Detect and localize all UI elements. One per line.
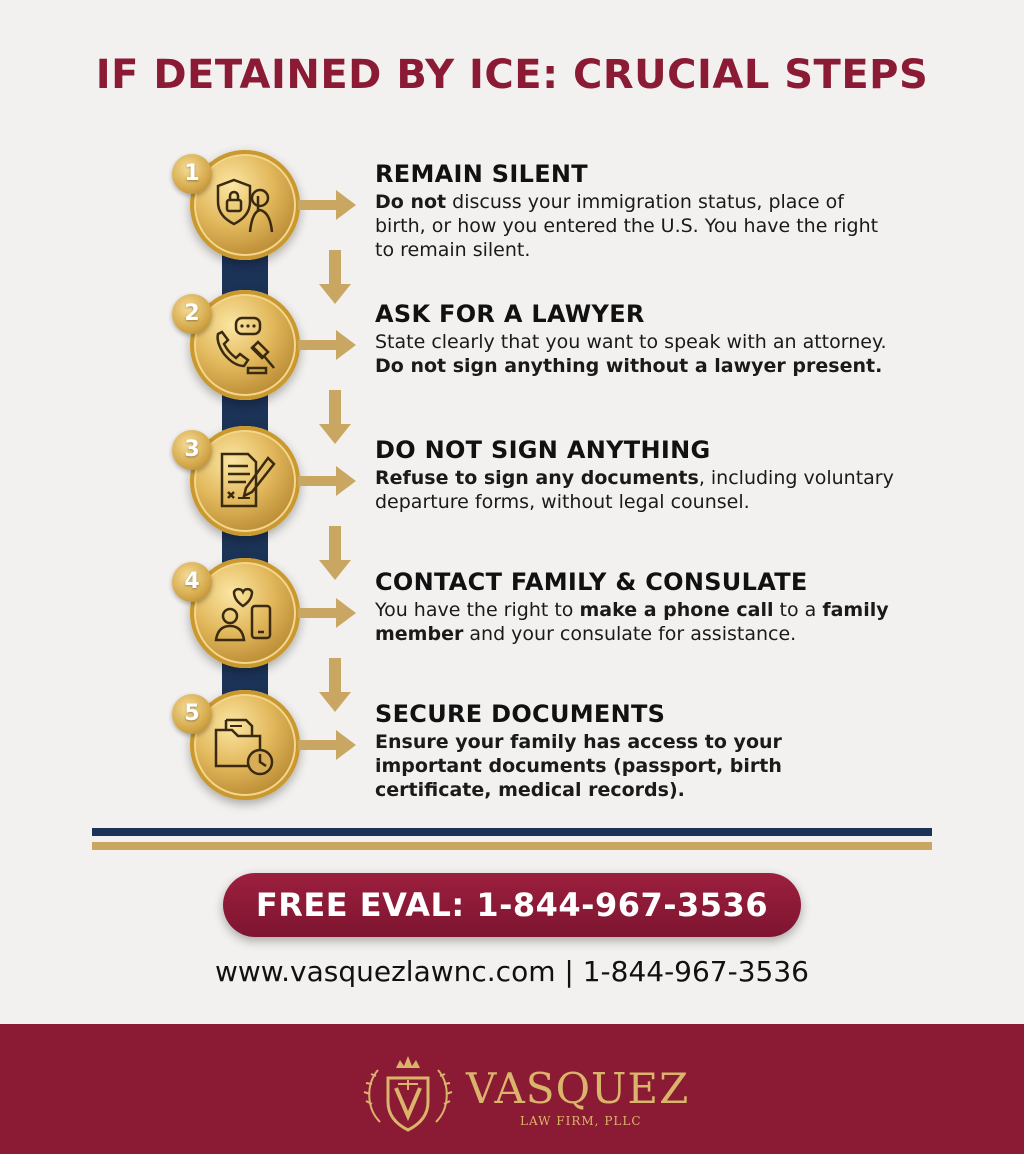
step-number-badge: 5 [172,694,212,734]
shield-lock-silence-icon [212,172,278,238]
phone-chat-gavel-icon [212,312,278,378]
step-number-badge: 2 [172,294,212,334]
step-item [0,426,1024,556]
emphasis-text: make a phone call [579,599,774,621]
step-description [375,598,895,646]
step-title: SECURE DOCUMENTS [375,700,666,728]
step-title: DO NOT SIGN ANYTHING [375,436,711,464]
body-text: discuss your immigration status, place of birth, or how you entered the U.S. You have the right to remain silent. [375,191,879,261]
step-description [375,730,895,802]
step-description [375,190,895,262]
step-title: ASK FOR A LAWYER [375,300,645,328]
step-title: REMAIN SILENT [375,160,588,188]
step-item [0,690,1024,820]
emphasis-text: Ensure your family has access to your important documents (passport, birth certificate, medical records). [375,731,782,801]
footer-bar [0,1024,1024,1154]
emphasis-text: Do not [375,191,447,213]
body-text: , including voluntary departure forms, without legal counsel. [375,467,894,513]
step-description [375,330,895,378]
body-text: to a [773,599,823,621]
right-arrow-icon [298,464,358,498]
contact-line[interactable]: www.vasquezlawnc.com | 1-844-967-3536 [215,955,809,988]
page-title: IF DETAINED BY ICE: CRUCIAL STEPS [95,52,929,98]
step-number-badge: 1 [172,154,212,194]
firm-name: VASQUEZ [466,1064,690,1113]
body-text: and your consulate for assistance. [463,623,797,645]
free-eval-button[interactable]: FREE EVAL: 1-844-967-3536 [223,873,801,937]
person-heart-phone-icon [212,580,278,646]
law-crest-icon [358,1044,458,1144]
step-title: CONTACT FAMILY & CONSULATE [375,568,808,596]
right-arrow-icon [298,728,358,762]
step-number-badge: 3 [172,430,212,470]
body-text: You have the right to [375,599,580,621]
emphasis-text: Refuse to sign any documents [375,467,699,489]
document-pen-icon [212,448,278,514]
firm-subtitle: LAW FIRM, PLLC [520,1114,642,1128]
step-description [375,466,895,514]
step-item [0,290,1024,420]
right-arrow-icon [298,328,358,362]
step-item [0,150,1024,280]
step-item [0,558,1024,688]
folder-clock-icon [212,712,278,778]
divider-navy [92,828,932,836]
emphasis-text: Do not sign anything without a lawyer present. [375,355,883,377]
step-number-badge: 4 [172,562,212,602]
right-arrow-icon [298,188,358,222]
divider-gold [92,842,932,850]
right-arrow-icon [298,596,358,630]
body-text: State clearly that you want to speak with an attorney. [375,331,887,353]
emphasis-text: family member [375,599,889,645]
